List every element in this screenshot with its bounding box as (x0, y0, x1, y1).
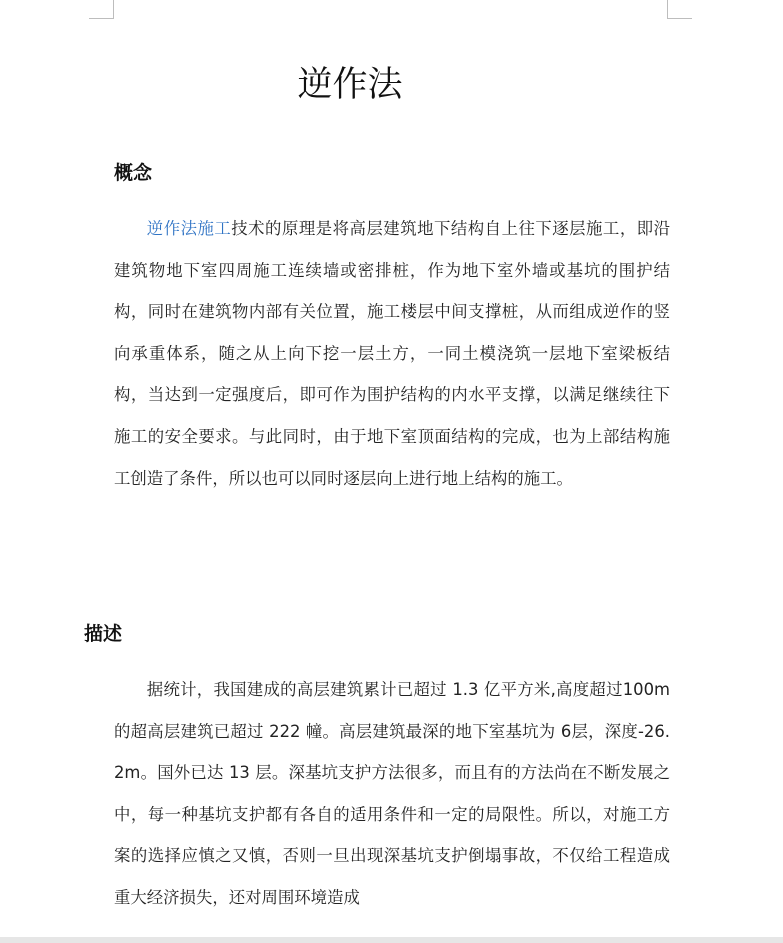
section-heading-concept: 概念 (114, 162, 153, 184)
page-bottom-edge (0, 937, 783, 943)
paragraph-text: 技术的原理是将高层建筑地下结构自上往下逐层施工，即沿建筑物地下室四周施工连续墙或密排桩，作为地下室外墙或基坑的围护结构，同时在建筑物内部有关位置，施工楼层中间支撑桩，从而组成逆作的竖向承重体系，随之从上向下挖一层土方，一同土模浇筑一层地下室梁板结构，当达到一定强度后，即可作为围护结构的内水平支撑，以满足继续往下施工的安全要求。与此同时，由于地下室顶面结构的完成，也为上部结构施工创造了条件，所以也可以同时逐层向上进行地上结构的施工。 (114, 219, 670, 488)
page-corner-mark-top-right (667, 0, 692, 19)
reverse-construction-link[interactable]: 逆作法施工 (146, 219, 232, 238)
paragraph-text: 据统计，我国建成的高层建筑累计已超过 1.3 亿平方米,高度超过100m 的超高层建筑已超过 222 幢。高层建筑最深的地下室基坑为 6层，深度-26.2m。国外已达 13 层。深基坑支护方法很多，而且有的方法尚在不断发展之中，每一种基坑支护都有各自的适用条件和一定的局限性。所以，对施工方案的选择应慎之又慎，否则一旦出现深基坑支护倒塌事故，不仅给工程造成重大经济损失，还对周围环境造成 (114, 680, 670, 907)
section-paragraph-description (114, 669, 670, 919)
section-paragraph-concept (114, 208, 670, 499)
document-title: 逆作法 (297, 65, 403, 105)
page-corner-mark-top-left (89, 0, 114, 19)
section-heading-description: 描述 (84, 623, 123, 645)
